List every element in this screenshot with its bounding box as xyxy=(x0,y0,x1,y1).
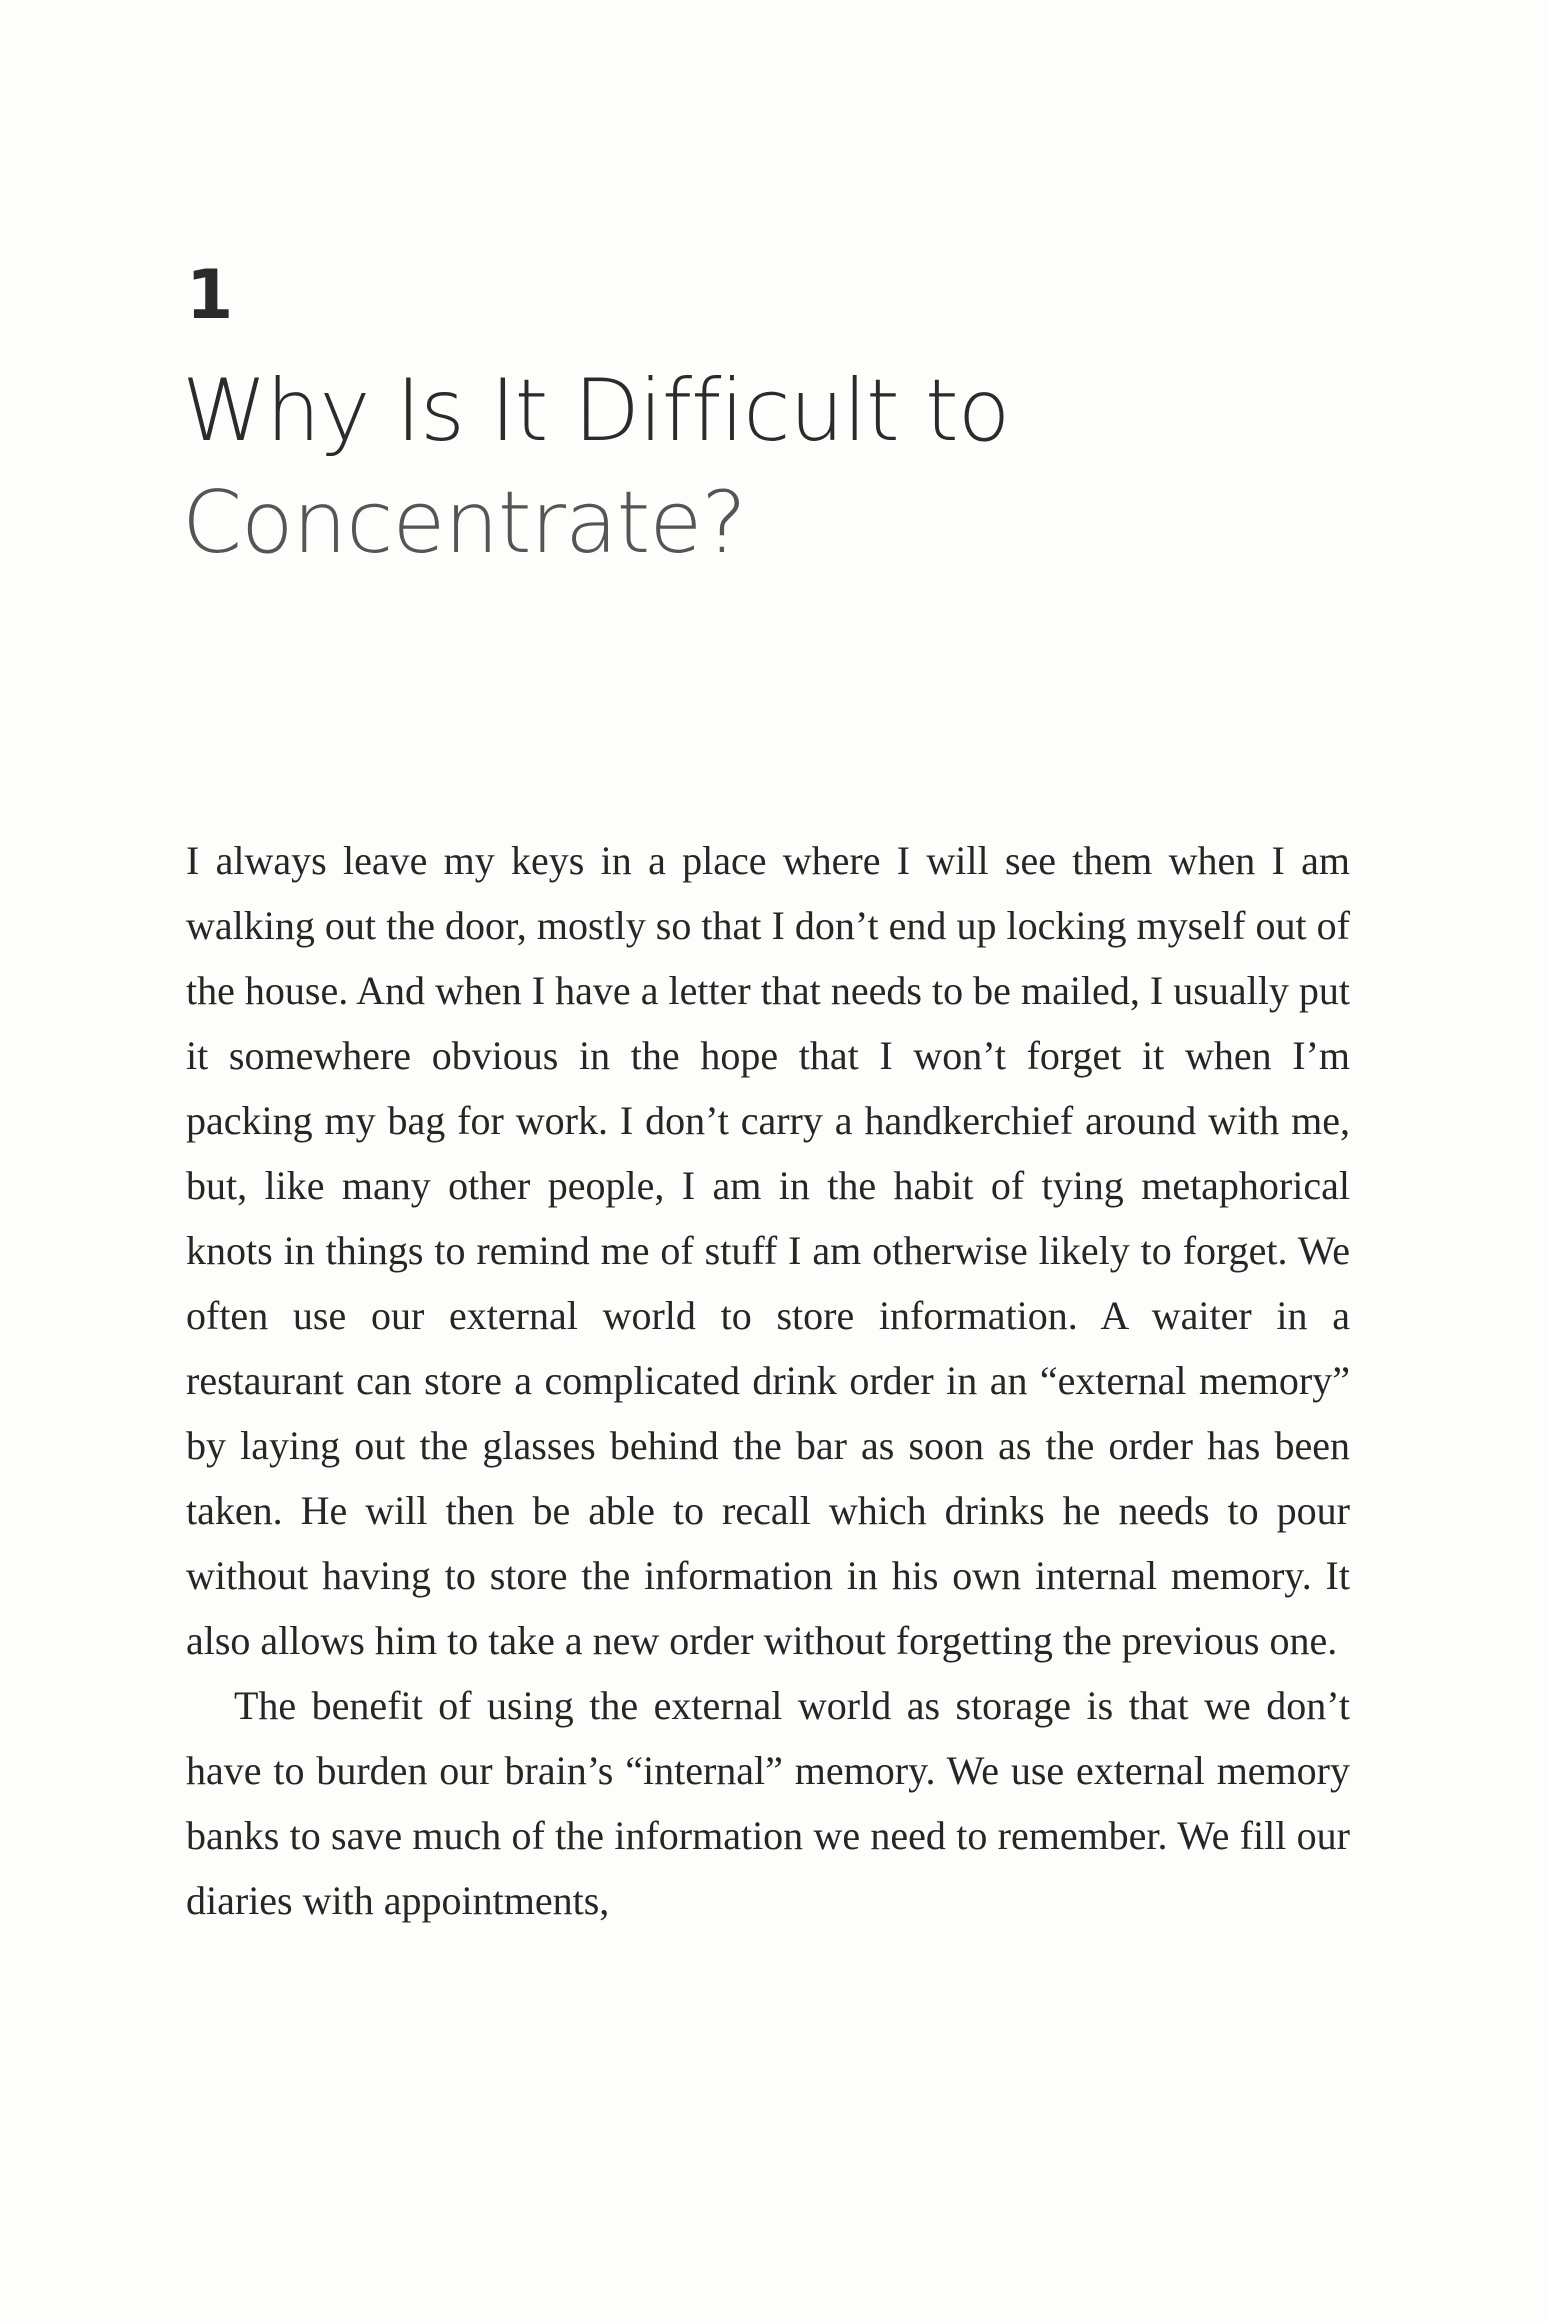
chapter-title-line-2: Concentrate? xyxy=(182,473,746,573)
chapter-title-line-1: Why Is It Difficult to xyxy=(182,361,1010,461)
body-text xyxy=(186,828,1350,1933)
paragraph-1: I always leave my keys in a place where I will see them when I am walking out the door, mostly so that I don’t end up locking myself out of the house. And when I have a letter that needs to be mailed, I usually put it somewhere obvious in the hope that I won’t forget it when I’m packing my bag for work. I don’t carry a handkerchief around with me, but, like many other people, I am in the habit of tying metaphorical knots in things to remind me of stuff I am otherwise likely to forget. We often use our external world to store information. A waiter in a restaurant can store a complicated drink order in an “external memory” by laying out the glasses behind the bar as soon as the order has been taken. He will then be able to recall which drinks he needs to pour without having to store the information in his own internal memory. It also allows him to take a new order without forgetting the previous one. xyxy=(186,838,1350,1663)
chapter-title xyxy=(182,355,1382,579)
paragraph-2: The benefit of using the external world as storage is that we don’t have to burden our brain’s “internal” memory. We use external memory banks to save much of the information we need to remember. We fill our diaries with appointments, xyxy=(186,1683,1350,1923)
chapter-number: 1 xyxy=(186,256,234,335)
